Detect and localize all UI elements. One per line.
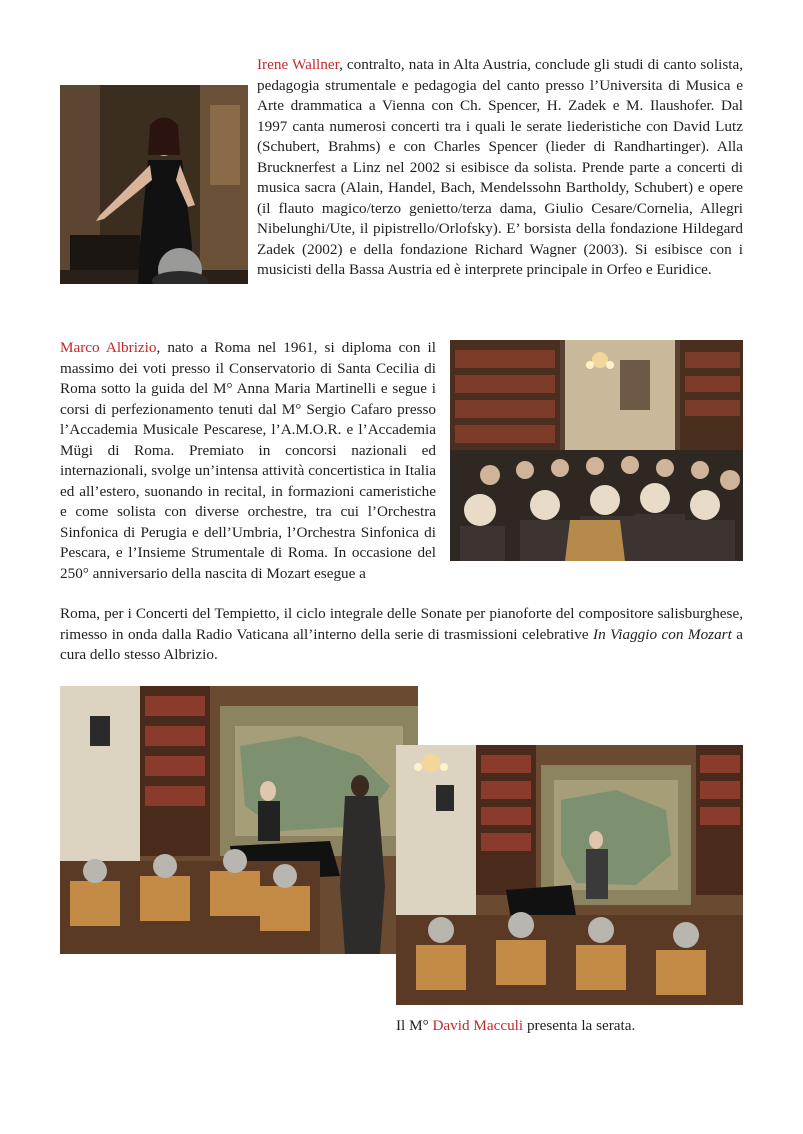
bio-marco-albrizio-bottom: [60, 604, 743, 666]
photo-hall-speaker: [60, 686, 418, 954]
bio-marco-albrizio-top: [60, 338, 436, 584]
photo-singer: [60, 85, 248, 284]
name-marco-albrizio: Marco Albrizio: [60, 339, 157, 356]
bio-marco-text-end: a cura dello stesso Albrizio.: [60, 625, 743, 663]
bio-marco-text-bottom: Roma, per i Concerti del Tempietto, il ciclo integrale delle Sonate per pianoforte del compositore salisburghese, rimesso in onda dalla Radio Vaticana all’interno della serie di trasmissioni celebrative: [60, 605, 743, 643]
photo-caption: [396, 1016, 743, 1036]
photo-audience: [450, 340, 743, 561]
bio-irene-paragraph: [257, 55, 743, 281]
bio-marco-paragraph-bottom: [60, 604, 743, 666]
bio-irene-text: , contralto, nata in Alta Austria, conclude gli studi di canto solista, pedagogia strumentale e pedagogia del canto presso l’Universita di Musica e Arte drammatica a Vienna con Ch. Spencer, H. Zadek e M. Ilaushofer. Dal 1997 canta numerosi concerti tra i quali le serate liederistiche con David Lutz (Schubert, Brahms) e con Charles Spencer (lieder di Randhartinger). Alla Brucknerfest a Linz nel 2002 si esibisce da solista. Prende parte a concerti di musica sacra (Alain, Handel, Bach, Mendelssohn Bartholdy, Schubert) e opere (il flauto magico/terzo genietto/terza dama, Giulio Cesare/Cornelia, Allegri Nibelunghi/Ute, il pipistrello/Orlofsky). E’ borsista della fondazione Hildegard Zadek (2002) e della fondazione Richard Wagner (2003). Si esibisce con i musicisti della Bassa Austria ed è interprete principale in Orfeo e Euridice.: [257, 56, 743, 278]
bio-marco-paragraph-top: [60, 338, 436, 584]
caption-prefix: Il M°: [396, 1017, 433, 1034]
name-irene-wallner: Irene Wallner: [257, 56, 340, 73]
caption-suffix: presenta la serata.: [523, 1017, 636, 1034]
photo-david-macculi: [396, 745, 743, 1005]
bio-marco-text-top: , nato a Roma nel 1961, si diploma con il massimo dei voti presso il Conservatorio di Santa Cecilia di Roma sotto la guida del M° Anna Maria Martinelli e segue i corsi di perfezionamento tenuti dal M° Sergio Cafaro presso l’Accademia Musicale Pescarese, l’A.M.O.R. e l’Accademia Mügi di Roma. Premiato in concorsi nazionali ed internazionali, svolge un’intensa attività concertistica in Italia ed all’estero, suonando in recital, in formazioni cameristiche e come solista con diverse orchestre, tra cui l’Orchestra Sinfonica di Perugia e dell’Umbria, l’Orchestra Sinfonica di Pescara, e l’Insieme Strumentale di Roma. In occasione del 250° anniversario della nascita di Mozart esegue a: [60, 339, 436, 582]
series-title: In Viaggio con Mozart: [593, 625, 732, 643]
name-david-macculi: David Macculi: [432, 1017, 524, 1034]
bio-irene-wallner: [257, 55, 743, 281]
